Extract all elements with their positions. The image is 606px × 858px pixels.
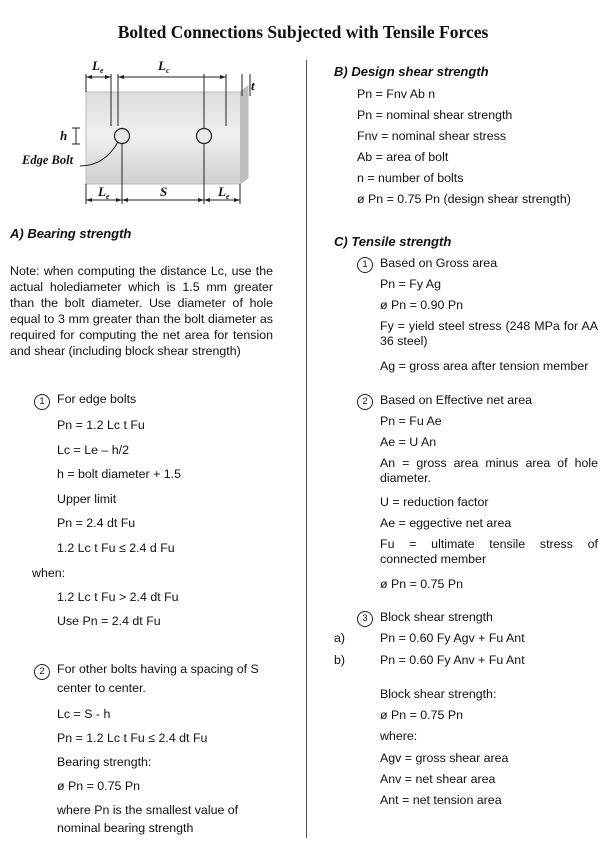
formula-line: Block shear strength:: [380, 687, 497, 701]
c1-label: Based on Gross area: [380, 256, 498, 270]
formula-line: Pn = Fnv Ab n: [357, 87, 436, 101]
bolt-hole: [197, 129, 212, 144]
formula-line: where:: [380, 729, 418, 743]
formula-line: Pn = Fy Ag: [380, 277, 441, 291]
c2-label: Based on Effective net area: [380, 393, 533, 407]
label-edge-bolt: Edge Bolt: [22, 153, 74, 167]
plate-shape: [86, 86, 248, 184]
label-lc-top: $L_c$: [158, 58, 170, 75]
formula-line: ø Pn = 0.75 Pn: [380, 708, 464, 722]
section-c-heading: C) Tensile strength: [334, 234, 452, 249]
label-s: S: [160, 184, 168, 199]
column-divider: [306, 60, 307, 838]
page-title: Bolted Connections Subjected with Tensile Forces: [117, 22, 489, 42]
formula-line: Upper limit: [57, 492, 117, 506]
item-1-num-marker: [34, 393, 50, 410]
bearing-note: Note: when computing the distance Lc, use the actual holediameter which is 1.5 mm greater than the bolt diameter. Use diameter of hole equal to 3 mm greater than the bolt diameter as required for computing the net area for tension and shear (including block shear strength): [10, 264, 273, 358]
c3-num-marker: [357, 610, 373, 627]
circled-number: 2: [34, 664, 50, 680]
circled-number: 1: [357, 257, 373, 273]
circled-number: 3: [357, 611, 373, 627]
item-2-label-cont: center to center.: [57, 681, 146, 695]
formula-line: Pn = Fu Ae: [380, 414, 442, 428]
label-h: h: [60, 128, 68, 143]
formula-line: 1.2 Lc t Fu > 2.4 dt Fu: [57, 590, 179, 604]
formula-line: U = reduction factor: [380, 495, 489, 509]
edge-bolt-hole: [115, 129, 130, 144]
label-le-bottom-left: $L_e$: [98, 184, 110, 201]
item-2-label: For other bolts having a spacing of S: [57, 662, 259, 676]
label-le-top: $L_e$: [92, 58, 104, 75]
formula-line: n = number of bolts: [357, 171, 464, 185]
item-1-label: For edge bolts: [57, 392, 137, 406]
formula-line: Anv = net shear area: [380, 772, 496, 786]
plate-edge: [240, 86, 248, 184]
formula-line: Ag = gross area after tension member: [380, 359, 589, 373]
when-label: when:: [32, 566, 66, 580]
section-a-heading: A) Bearing strength: [10, 226, 132, 241]
formula-line: where Pn is the smallest value of: [57, 803, 239, 817]
label-le-bottom-right: $L_e$: [218, 184, 230, 201]
item-2-num-marker: [34, 663, 50, 680]
option-b-marker: b): [334, 653, 346, 667]
formula-line: nominal bearing strength: [57, 821, 194, 835]
formula-line: Ae = eggective net area: [380, 516, 512, 530]
formula-line: Use Pn = 2.4 dt Fu: [57, 614, 161, 628]
formula-line: ø Pn = 0.75 Pn: [57, 779, 141, 793]
formula-line: Fu = ultimate tensile stress of connected member: [380, 537, 598, 566]
formula-line: Agv = gross shear area: [380, 751, 509, 765]
formula-line: Ab = area of bolt: [357, 150, 449, 164]
bolt-plate-diagram: [18, 56, 288, 218]
circled-number: 1: [34, 394, 50, 410]
formula-line: Pn = 1.2 Lc t Fu ≤ 2.4 dt Fu: [57, 731, 208, 745]
formula-line: Lc = S - h: [57, 707, 111, 721]
formula-line: Pn = 0.60 Fy Agv + Fu Ant: [380, 631, 525, 645]
formula-line: 1.2 Lc t Fu ≤ 2.4 d Fu: [57, 541, 175, 555]
formula-line: Pn = 2.4 dt Fu: [57, 516, 136, 530]
formula-line: Pn = nominal shear strength: [357, 108, 513, 122]
formula-line: Lc = Le – h/2: [57, 443, 129, 457]
formula-line: Pn = 1.2 Lc t Fu: [57, 418, 145, 432]
formula-line: ø Pn = 0.75 Pn (design shear strength): [357, 192, 571, 206]
c2-num-marker: [357, 393, 373, 410]
formula-line: h = bolt diameter + 1.5: [57, 467, 181, 481]
formula-line: ø Pn = 0.90 Pn: [380, 298, 464, 312]
circled-number: 2: [357, 394, 373, 410]
formula-line: Fy = yield steel stress (248 MPa for AA 36 steel): [380, 319, 598, 348]
formula-line: Ae = U An: [380, 435, 437, 449]
formula-line: ø Pn = 0.75 Pn: [380, 577, 464, 591]
formula-line: Bearing strength:: [57, 755, 152, 769]
c3-label: Block shear strength: [380, 610, 493, 624]
formula-line: Pn = 0.60 Fy Anv + Fu Ant: [380, 653, 525, 667]
formula-line: An = gross area minus area of hole diameter.: [380, 456, 598, 485]
section-b-heading: B) Design shear strength: [334, 64, 489, 79]
label-t: t: [251, 78, 255, 93]
formula-line: Ant = net tension area: [380, 793, 502, 807]
formula-line: Fnv = nominal shear stress: [357, 129, 507, 143]
c1-num-marker: [357, 256, 373, 273]
option-a-marker: a): [334, 631, 346, 645]
